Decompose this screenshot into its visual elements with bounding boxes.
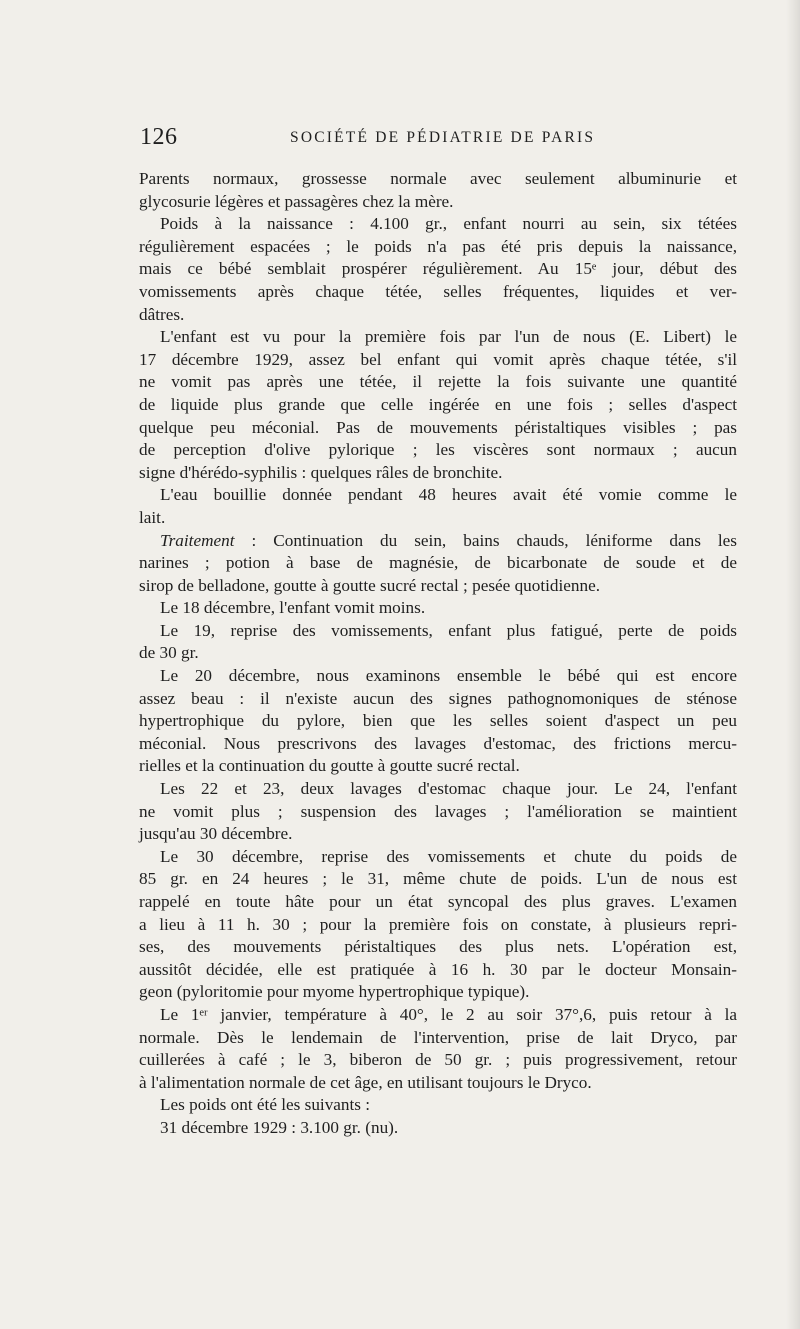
- text-line: [139, 1117, 737, 1140]
- text-line: [139, 688, 737, 711]
- text-line-content: signe d'hérédo-syphilis : quelques râles de bronchite.: [139, 462, 503, 482]
- text-line: [139, 665, 737, 688]
- text-line-content: rielles et la continuation du goutte à goutte sucré rectal.: [139, 756, 520, 776]
- text-line: [139, 868, 737, 891]
- text-line: [139, 1072, 737, 1095]
- text-line: [139, 191, 737, 214]
- text-line-content: cuillerées à café ; le 3, biberon de 50 gr. ; puis progressivement, retour: [139, 1050, 737, 1070]
- text-line-content: de perception d'olive pylorique ; les viscères sont normaux ; aucun: [139, 440, 737, 460]
- text-line-content: 31 décembre 1929 : 3.100 gr. (nu).: [160, 1117, 399, 1137]
- italic-lead-word: Traitement: [160, 530, 235, 550]
- text-line-content: Le 20 décembre, nous examinons ensemble le bébé qui est encore: [160, 666, 737, 686]
- text-line-content: : Continuation du sein, bains chauds, léniforme dans les: [234, 530, 737, 550]
- text-line: [139, 371, 737, 394]
- text-line-content: Le 18 décembre, l'enfant vomit moins.: [160, 598, 426, 618]
- text-line: [139, 304, 737, 327]
- text-line: [139, 642, 737, 665]
- text-line: [139, 1094, 737, 1117]
- page-header: [140, 122, 738, 152]
- text-line-content: de 30 gr.: [139, 643, 199, 663]
- text-line: [139, 801, 737, 824]
- text-line-content: Les 22 et 23, deux lavages d'estomac chaque jour. Le 24, l'enfant: [160, 779, 737, 799]
- text-line-content: L'eau bouillie donnée pendant 48 heures avait été vomie comme le: [160, 485, 737, 505]
- text-line-content: a lieu à 11 h. 30 ; pour la première fois on constate, à plusieurs repri-: [139, 914, 737, 934]
- text-line: [139, 620, 737, 643]
- text-line: [139, 484, 737, 507]
- text-line: [139, 710, 737, 733]
- text-line-content: ne vomit pas après une tétée, il rejette la fois suivante une quantité: [139, 372, 737, 392]
- text-line-content: Le 30 décembre, reprise des vomissements et chute du poids de: [160, 846, 737, 866]
- text-line-content: Parents normaux, grossesse normale avec seulement albuminurie et: [139, 169, 737, 188]
- text-line-content: aussitôt décidée, elle est pratiquée à 16 h. 30 par le docteur Monsain-: [139, 959, 737, 979]
- text-line-content: geon (pyloritomie pour myome hypertrophique typique).: [139, 982, 530, 1002]
- text-line: [139, 1004, 737, 1027]
- text-line-content: 85 gr. en 24 heures ; le 31, même chute de poids. L'un de nous est: [139, 869, 737, 889]
- text-line: [139, 281, 737, 304]
- text-line-content: à l'alimentation normale de cet âge, en utilisant toujours le Dryco.: [139, 1072, 592, 1092]
- text-line: [139, 417, 737, 440]
- page-number: 126: [140, 124, 178, 150]
- text-line: [139, 349, 737, 372]
- text-line: [139, 755, 737, 778]
- text-line-content: Les poids ont été les suivants :: [160, 1095, 371, 1115]
- text-line-content: ses, des mouvements péristaltiques des plus nets. L'opération est,: [139, 937, 737, 957]
- text-line: [139, 213, 737, 236]
- text-line-content: normale. Dès le lendemain de l'intervention, prise de lait Dryco, par: [139, 1027, 737, 1047]
- text-line-content: régulièrement espacées ; le poids n'a pas été pris depuis la naissance,: [139, 236, 737, 256]
- text-line-content: mais ce bébé semblait prospérer régulièrement. Au 15ᵉ jour, début des: [139, 259, 737, 279]
- text-line-content: Le 19, reprise des vomissements, enfant plus fatigué, perte de poids: [160, 620, 737, 640]
- running-title: SOCIÉTÉ DE PÉDIATRIE DE PARIS: [290, 129, 596, 146]
- text-line-content: jusqu'au 30 décembre.: [139, 824, 293, 844]
- body-text: [139, 168, 737, 1140]
- text-line-content: narines ; potion à base de magnésie, de bicarbonate de soude et de: [139, 553, 737, 573]
- text-line-content: dâtres.: [139, 304, 185, 324]
- text-line: [139, 439, 737, 462]
- text-line-content: rappelé en toute hâte pour un état syncopal des plus graves. L'examen: [139, 892, 737, 911]
- text-line-content: L'enfant est vu pour la première fois par l'un de nous (E. Libert) le: [160, 327, 737, 347]
- text-line: [139, 507, 737, 530]
- text-line-content: Poids à la naissance : 4.100 gr., enfant nourri au sein, six tétées: [160, 214, 737, 234]
- text-line: [139, 914, 737, 937]
- text-line: [139, 462, 737, 485]
- text-line: [139, 823, 737, 846]
- text-line-content: lait.: [139, 507, 166, 527]
- text-line: [139, 891, 737, 914]
- text-line-content: quelque peu méconial. Pas de mouvements péristaltiques visibles ; pas: [139, 417, 737, 437]
- text-line: [139, 236, 737, 259]
- text-line: [139, 258, 737, 281]
- text-line: [139, 1049, 737, 1072]
- text-line-content: hypertrophique du pylore, bien que les selles soient d'aspect un peu: [139, 711, 737, 731]
- text-line: [139, 575, 737, 598]
- text-line: [139, 959, 737, 982]
- text-line-content: 17 décembre 1929, assez bel enfant qui vomit après chaque tétée, s'il: [139, 349, 737, 369]
- text-line-content: méconial. Nous prescrivons des lavages d'estomac, des frictions mercu-: [139, 733, 737, 753]
- text-line-content: vomissements après chaque tétée, selles fréquentes, liquides et ver-: [139, 281, 737, 301]
- text-line-content: ne vomit plus ; suspension des lavages ; l'amélioration se maintient: [139, 801, 737, 821]
- text-line-content: glycosurie légères et passagères chez la mère.: [139, 191, 454, 211]
- text-line-content: sirop de belladone, goutte à goutte sucré rectal ; pesée quotidienne.: [139, 575, 601, 595]
- text-line: [139, 733, 737, 756]
- text-line: [139, 394, 737, 417]
- page-gutter-shadow: [786, 0, 800, 1329]
- text-line-content: assez beau : il n'existe aucun des signes pathognomoniques de sténose: [139, 688, 737, 708]
- text-line: [139, 1027, 737, 1050]
- text-line: [139, 981, 737, 1004]
- text-line: [139, 936, 737, 959]
- text-line: [139, 530, 737, 553]
- text-line: [139, 597, 737, 620]
- text-line: [139, 846, 737, 869]
- text-line-content: Le 1ᵉʳ janvier, température à 40°, le 2 au soir 37°,6, puis retour à la: [160, 1004, 737, 1024]
- text-line: [139, 552, 737, 575]
- text-line: [139, 168, 737, 191]
- text-line: [139, 326, 737, 349]
- text-line: [139, 778, 737, 801]
- text-line-content: de liquide plus grande que celle ingérée en une fois ; selles d'aspect: [139, 394, 737, 414]
